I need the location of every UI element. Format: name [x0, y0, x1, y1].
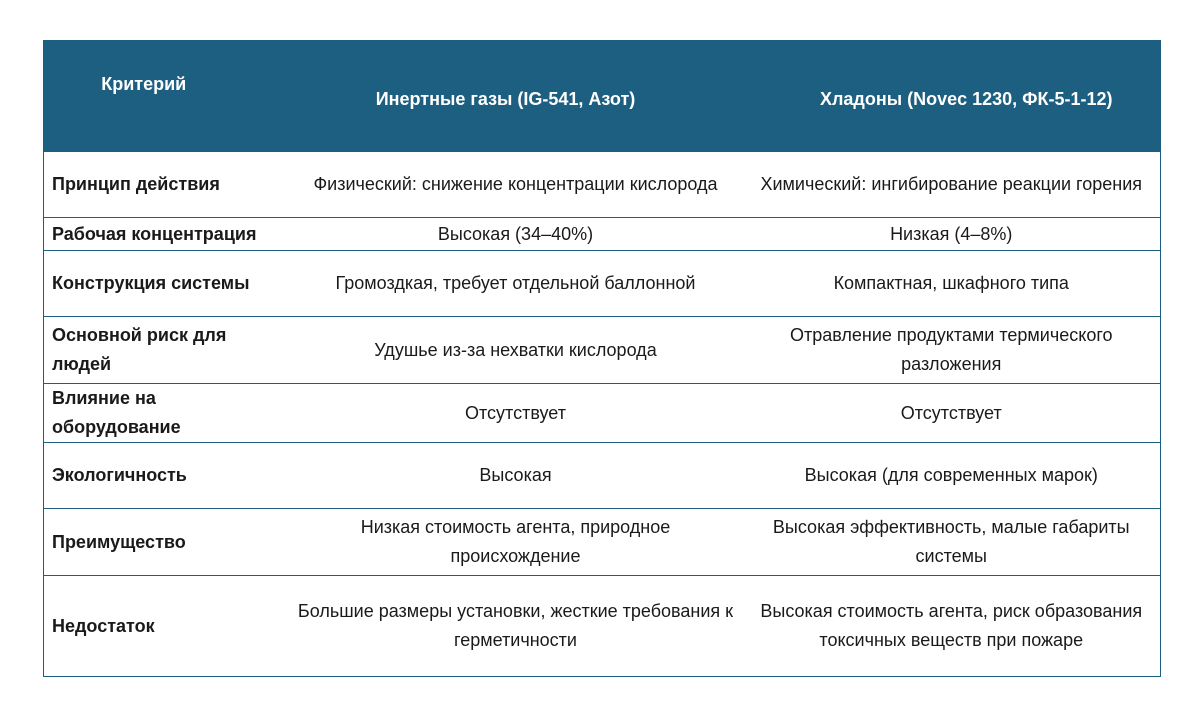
- table-body: [44, 152, 1161, 677]
- table-header: [44, 41, 1161, 152]
- halons-cell: Отравление продуктами термического разложения: [743, 317, 1161, 384]
- criterion-cell: Основной риск для людей: [44, 317, 289, 384]
- comparison-table: [43, 40, 1161, 677]
- header-criterion: [44, 41, 289, 152]
- comparison-table-container: [43, 40, 1160, 677]
- inert-gases-cell: Высокая (34–40%): [289, 218, 743, 251]
- inert-gases-cell: Высокая: [289, 443, 743, 509]
- table-row: [44, 384, 1161, 443]
- inert-gases-cell: Большие размеры установки, жесткие требования к герметичности: [289, 576, 743, 677]
- table-row: [44, 317, 1161, 384]
- inert-gases-cell: Громоздкая, требует отдельной баллонной: [289, 251, 743, 317]
- header-halons-label: Хладоны (Novec 1230, ФК-5-1-12): [819, 89, 1113, 109]
- table-row: [44, 152, 1161, 218]
- header-halons: [743, 41, 1161, 152]
- table-row: [44, 443, 1161, 509]
- table-row: [44, 218, 1161, 251]
- halons-cell: Химический: ингибирование реакции горения: [743, 152, 1161, 218]
- criterion-cell: Принцип действия: [44, 152, 289, 218]
- inert-gases-cell: Низкая стоимость агента, природное происхождение: [289, 509, 743, 576]
- header-inert-gases-label: Инертные газы (IG-541, Азот): [375, 89, 636, 109]
- table-row: [44, 509, 1161, 576]
- inert-gases-cell: Физический: снижение концентрации кислорода: [289, 152, 743, 218]
- header-inert-gases: [289, 41, 743, 152]
- criterion-cell: Влияние на оборудование: [44, 384, 289, 443]
- criterion-cell: Рабочая концентрация: [44, 218, 289, 251]
- halons-cell: Отсутствует: [743, 384, 1161, 443]
- header-criterion-label: Критерий: [101, 74, 187, 94]
- criterion-cell: Конструкция системы: [44, 251, 289, 317]
- halons-cell: Высокая эффективность, малые габариты системы: [743, 509, 1161, 576]
- criterion-cell: Недостаток: [44, 576, 289, 677]
- table-row: [44, 251, 1161, 317]
- halons-cell: Высокая стоимость агента, риск образования токсичных веществ при пожаре: [743, 576, 1161, 677]
- halons-cell: Низкая (4–8%): [743, 218, 1161, 251]
- halons-cell: Компактная, шкафного типа: [743, 251, 1161, 317]
- inert-gases-cell: Отсутствует: [289, 384, 743, 443]
- inert-gases-cell: Удушье из-за нехватки кислорода: [289, 317, 743, 384]
- halons-cell: Высокая (для современных марок): [743, 443, 1161, 509]
- criterion-cell: Экологичность: [44, 443, 289, 509]
- criterion-cell: Преимущество: [44, 509, 289, 576]
- table-row: [44, 576, 1161, 677]
- header-row: [44, 41, 1161, 152]
